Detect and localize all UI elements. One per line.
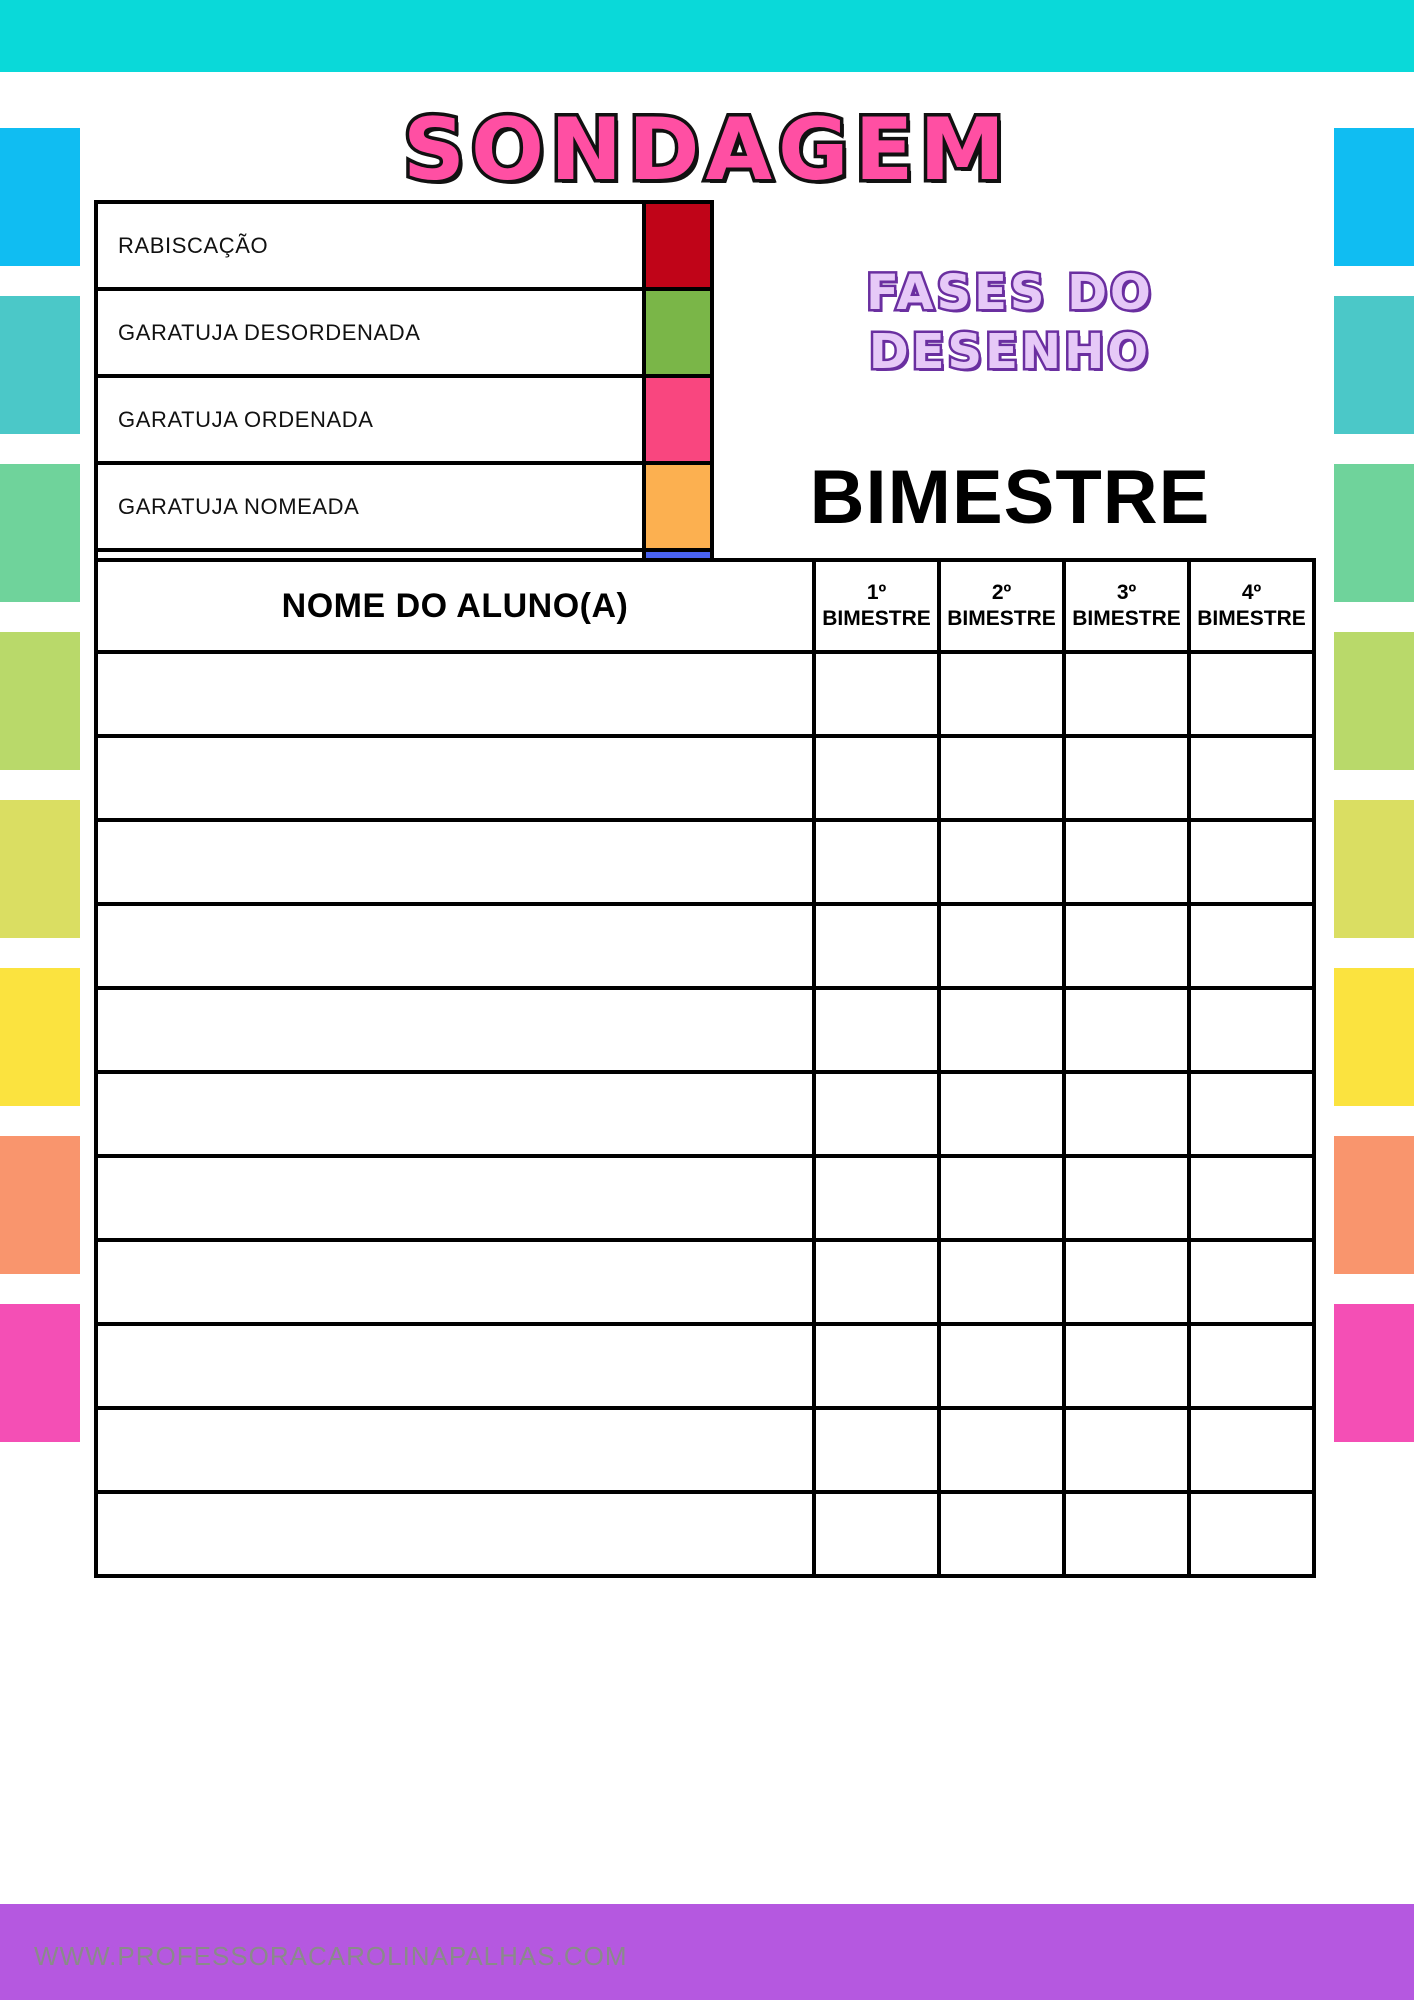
legend-color-swatch [642,378,710,461]
decor-strip-right-3 [1334,464,1414,602]
decor-strip-right-6 [1334,968,1414,1106]
bimestre-1-cell[interactable] [814,904,939,988]
bimestre-3-cell[interactable] [1064,1324,1189,1408]
fases-line-1: FASES DO [866,265,1154,321]
bimestre-4-cell[interactable] [1189,988,1314,1072]
bimestre-2-cell[interactable] [939,1324,1064,1408]
bimestre-1-cell[interactable] [814,1408,939,1492]
bimestre-4-cell[interactable] [1189,1072,1314,1156]
decor-strip-right-1 [1334,128,1414,266]
decor-strip-left-1 [0,128,80,266]
decor-strip-left-4 [0,632,80,770]
legend-row [94,461,714,552]
column-header-bimestre-4 [1189,560,1314,652]
legend-row [94,287,714,378]
legend-color-swatch [642,291,710,374]
bimestre-3-cell[interactable] [1064,988,1189,1072]
legend-row [94,200,714,291]
bimestre-1-cell[interactable] [814,1492,939,1576]
bimestre-1-cell[interactable] [814,1324,939,1408]
decor-strip-right-5 [1334,800,1414,938]
legend-label: RABISCAÇÃO [118,232,269,258]
bimestre-2-cell[interactable] [939,736,1064,820]
decor-strip-right-2 [1334,296,1414,434]
bimestre-3-cell[interactable] [1064,1492,1189,1576]
student-name-cell[interactable] [96,1240,814,1324]
decor-strip-right-4 [1334,632,1414,770]
bimestre-3-cell[interactable] [1064,1408,1189,1492]
bimestre-4-cell[interactable] [1189,736,1314,820]
bimestre-1-cell[interactable] [814,1156,939,1240]
student-name-cell[interactable] [96,736,814,820]
legend-color-swatch [642,204,710,287]
bimestre-2-cell[interactable] [939,1492,1064,1576]
column-header-student-name: NOME DO ALUNO(A) [96,560,814,652]
table-row [96,1156,1314,1240]
bimestre-head-word: BIMESTRE [822,607,931,630]
student-name-cell[interactable] [96,652,814,736]
bimestre-4-cell[interactable] [1189,652,1314,736]
bimestre-3-cell[interactable] [1064,652,1189,736]
bimestre-1-cell[interactable] [814,820,939,904]
decor-strip-left-2 [0,296,80,434]
bimestre-2-cell[interactable] [939,904,1064,988]
bimestre-3-cell[interactable] [1064,1156,1189,1240]
table-row [96,652,1314,736]
bimestre-3-cell[interactable] [1064,904,1189,988]
student-name-cell[interactable] [96,1072,814,1156]
column-header-bimestre-3 [1064,560,1189,652]
bimestre-1-cell[interactable] [814,1240,939,1324]
bimestre-1-cell[interactable] [814,988,939,1072]
legend-row [94,374,714,465]
bimestre-2-cell[interactable] [939,652,1064,736]
legend-label: GARATUJA ORDENADA [118,406,374,432]
student-name-cell[interactable] [96,820,814,904]
bimestre-4-cell[interactable] [1189,1240,1314,1324]
table-header-row [96,560,1314,652]
table-row [96,1492,1314,1576]
bimestre-2-cell[interactable] [939,1408,1064,1492]
content-sheet [80,72,1334,1904]
bimestre-2-cell[interactable] [939,1240,1064,1324]
bimestre-2-cell[interactable] [939,820,1064,904]
table-row [96,1072,1314,1156]
student-name-cell[interactable] [96,1324,814,1408]
table-row [96,988,1314,1072]
bimestre-head-number: 3º [1116,580,1137,604]
table-row [96,1240,1314,1324]
decor-strip-left-7 [0,1136,80,1274]
bimestre-2-cell[interactable] [939,1156,1064,1240]
bimestre-head-word: BIMESTRE [1197,607,1306,630]
top-color-band [0,0,1414,72]
footer-url: WWW.PROFESSORACAROLINAPALHAS.COM [34,1941,628,1971]
bimestre-4-cell[interactable] [1189,1408,1314,1492]
table-row [96,736,1314,820]
table-head [96,560,1314,652]
bimestre-4-cell[interactable] [1189,1324,1314,1408]
bimestre-head-word: BIMESTRE [1072,607,1181,630]
bimestre-3-cell[interactable] [1064,736,1189,820]
legend-label: GARATUJA NOMEADA [118,493,360,519]
bimestre-2-cell[interactable] [939,1072,1064,1156]
column-header-bimestre-1 [814,560,939,652]
bimestre-head-number: 4º [1241,580,1262,604]
bimestre-heading: BIMESTRE [809,455,1211,540]
bimestre-head-word: BIMESTRE [947,607,1056,630]
student-name-cell[interactable] [96,1156,814,1240]
student-name-cell[interactable] [96,1408,814,1492]
bimestre-1-cell[interactable] [814,736,939,820]
fases-line-2: DESENHO [868,323,1152,380]
table-row [96,904,1314,988]
student-assessment-table [94,558,1316,1578]
bimestre-4-cell[interactable] [1189,904,1314,988]
decor-strip-right-8 [1334,1304,1414,1442]
bimestre-head-number: 1º [866,580,887,604]
legend-color-swatch [642,465,710,548]
decor-strip-left-5 [0,800,80,938]
decor-strip-left-3 [0,464,80,602]
bimestre-head-number: 2º [991,580,1012,604]
bimestre-4-cell[interactable] [1189,820,1314,904]
decor-strip-left-6 [0,968,80,1106]
bimestre-4-cell[interactable] [1189,1492,1314,1576]
section-heading-fases-do-desenho [730,264,1290,381]
student-name-cell[interactable] [96,904,814,988]
decor-strip-right-7 [1334,1136,1414,1274]
decor-strip-left-8 [0,1304,80,1442]
bimestre-2-cell[interactable] [939,988,1064,1072]
column-header-bimestre-2 [939,560,1064,652]
student-name-cell[interactable] [96,1492,814,1576]
student-name-cell[interactable] [96,988,814,1072]
bimestre-3-cell[interactable] [1064,1240,1189,1324]
bimestre-1-cell[interactable] [814,1072,939,1156]
legend-label: GARATUJA DESORDENADA [118,319,421,345]
table-row [96,1408,1314,1492]
bimestre-3-cell[interactable] [1064,1072,1189,1156]
bimestre-4-cell[interactable] [1189,1156,1314,1240]
table-row [96,820,1314,904]
page-title: SONDAGEM [403,100,1011,200]
bimestre-1-cell[interactable] [814,652,939,736]
bimestre-3-cell[interactable] [1064,820,1189,904]
table-row [96,1324,1314,1408]
table-body [96,652,1314,1576]
